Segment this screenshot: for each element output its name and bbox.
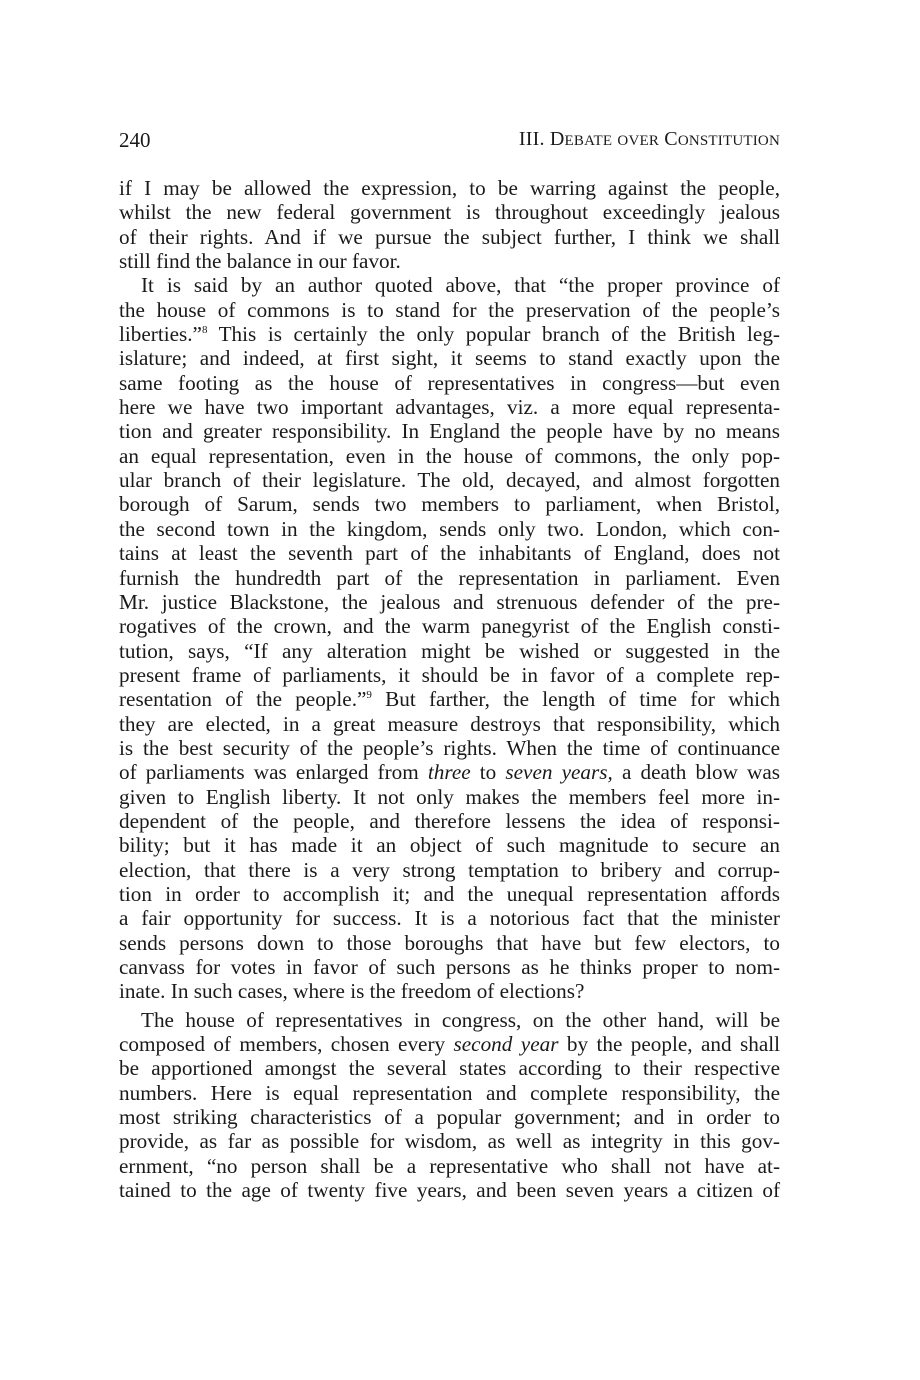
- text-line: tion in order to accomplish it; and the unequal representation affords: [119, 881, 780, 906]
- italic-span: seven years,: [505, 760, 613, 785]
- text-line: here we have two important advantages, viz. a more equal representa-: [119, 395, 780, 420]
- text-line: [119, 322, 780, 346]
- text-line: a fair opportunity for success. It is a notorious fact that the minister: [119, 906, 780, 931]
- text-line: the house of commons is to stand for the preservation of the people’s: [119, 297, 780, 322]
- text-line: [119, 1032, 780, 1056]
- text-line: still find the balance in our favor.: [119, 249, 401, 274]
- text-line: The house of representatives in congress, on the other hand, will be: [141, 1007, 780, 1032]
- text-line: the second town in the kingdom, sends only two. London, which con-: [119, 516, 780, 541]
- text-line: same footing as the house of representatives in congress—but even: [119, 370, 780, 395]
- running-head-cap-3: C: [664, 128, 678, 150]
- text-span: a death blow was: [612, 760, 780, 785]
- text-span: But farther, the length of time for which: [371, 687, 780, 712]
- text-line: tained to the age of twenty five years, and been seven years a citizen of: [119, 1178, 780, 1203]
- page-number: 240: [119, 128, 151, 152]
- text-span: This is certainly the only popular branch of the British leg-: [207, 322, 780, 347]
- text-line: ernment, “no person shall be a representative who shall not have at-: [119, 1153, 780, 1178]
- text-line: It is said by an author quoted above, that “the proper province of: [141, 273, 780, 298]
- footnote-ref-8: 8: [201, 324, 208, 337]
- running-head-roman: III.: [518, 128, 545, 150]
- text-line: [119, 760, 780, 784]
- running-head-smallcaps-2: OVER: [617, 133, 660, 149]
- text-span: to: [470, 760, 506, 785]
- text-span: by the people, and shall: [558, 1032, 781, 1057]
- body-text: [119, 176, 780, 1202]
- text-line: whilst the new federal government is throughout exceedingly jealous: [119, 200, 780, 225]
- running-head-smallcaps-3: ONSTITUTION: [677, 133, 780, 149]
- italic-span: three: [427, 760, 471, 785]
- text-line: given to English liberty. It not only makes the members feel more in-: [119, 784, 780, 809]
- text-line: tion and greater responsibility. In England the people have by no means: [119, 419, 780, 444]
- text-line: of their rights. And if we pursue the subject further, I think we shall: [119, 224, 780, 249]
- running-head-smallcaps-1: EBATE: [564, 133, 613, 149]
- text-line: numbers. Here is equal representation and complete responsibility, the: [119, 1080, 780, 1105]
- text-line: present frame of parliaments, it should be in favor of a complete rep-: [119, 662, 780, 687]
- text-line: [119, 687, 780, 711]
- text-line: they are elected, in a great measure destroys that responsibility, which: [119, 711, 780, 736]
- paragraph-3: [119, 1008, 780, 1203]
- footnote-ref-9: 9: [366, 689, 372, 702]
- text-line: borough of Sarum, sends two members to parliament, when Bristol,: [119, 492, 780, 517]
- text-line: is the best security of the people’s rights. When the time of continuance: [119, 735, 780, 760]
- text-line: islature; and indeed, at first sight, it seems to stand exactly upon the: [119, 346, 780, 371]
- text-line: be apportioned amongst the several states according to their respective: [119, 1056, 780, 1081]
- text-line: ular branch of their legislature. The old, decayed, and almost forgotten: [119, 468, 780, 493]
- running-head-cap-1: D: [549, 128, 565, 150]
- text-line: an equal representation, even in the house of commons, the only pop-: [119, 443, 780, 468]
- text-span: resentation of the people.”: [119, 687, 367, 712]
- text-span: composed of members, chosen every: [119, 1032, 454, 1057]
- text-line: bility; but it has made it an object of such magnitude to secure an: [119, 833, 780, 858]
- text-line: sends persons down to those boroughs that have but few electors, to: [119, 930, 780, 955]
- text-line: tains at least the seventh part of the inhabitants of England, does not: [119, 541, 780, 566]
- text-line: tution, says, “If any alteration might be wished or suggested in the: [119, 638, 780, 663]
- text-line: if I may be allowed the expression, to be warring against the people,: [119, 176, 780, 200]
- text-line: rogatives of the crown, and the warm panegyrist of the English consti-: [119, 614, 780, 639]
- page-header: [119, 128, 780, 156]
- text-line: Mr. justice Blackstone, the jealous and strenuous defender of the pre-: [119, 589, 780, 614]
- text-line: provide, as far as possible for wisdom, as well as integrity in this gov-: [119, 1129, 780, 1154]
- paragraph-1: [119, 176, 780, 273]
- text-line: inate. In such cases, where is the freedom of elections?: [119, 979, 585, 1004]
- text-line: election, that there is a very strong temptation to bribery and corrup-: [119, 857, 780, 882]
- paragraph-2: [119, 273, 780, 1003]
- text-line: canvass for votes in favor of such persons as he thinks proper to nom-: [119, 955, 780, 979]
- running-head: [519, 128, 780, 151]
- text-span: liberties.”: [119, 322, 202, 347]
- text-line: most striking characteristics of a popular government; and in order to: [119, 1105, 780, 1130]
- text-line: dependent of the people, and therefore lessens the idea of responsi-: [119, 808, 780, 833]
- italic-span: second year: [453, 1032, 559, 1057]
- text-line: furnish the hundredth part of the representation in parliament. Even: [119, 565, 780, 590]
- text-span: of parliaments was enlarged from: [119, 760, 428, 785]
